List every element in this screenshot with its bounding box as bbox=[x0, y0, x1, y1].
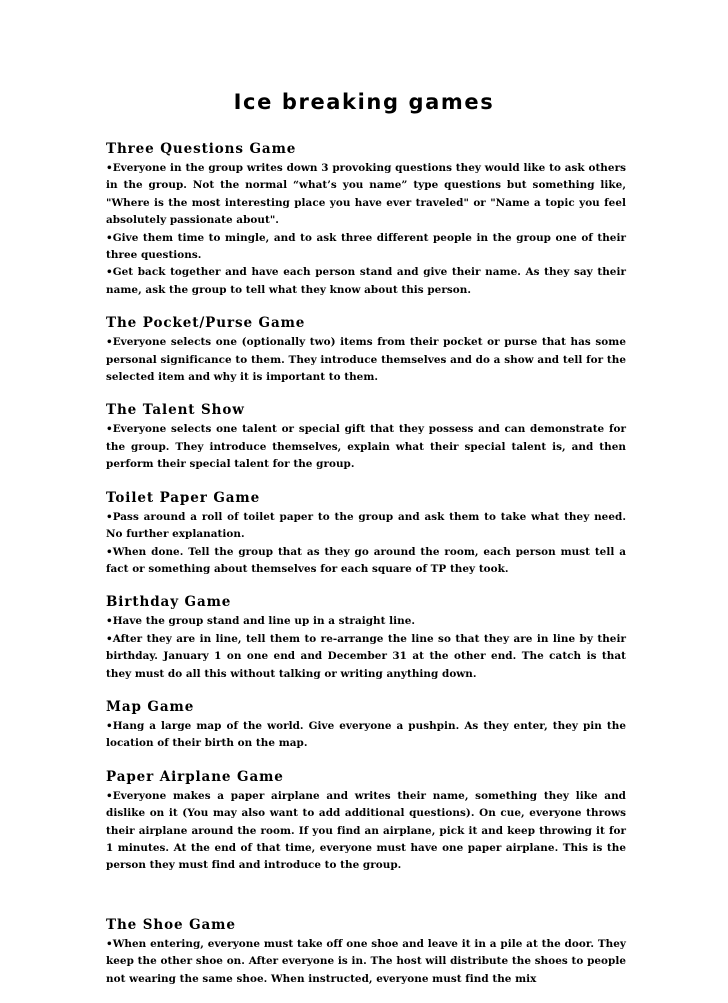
paragraph: •Everyone selects one (optionally two) items from their pocket or purse that has some personal significance to them. They introduce themselves and do a show and tell for the selected item and why it is important to them. bbox=[106, 336, 626, 384]
paragraph: •Give them time to mingle, and to ask three different people in the group one of their three questions. bbox=[106, 231, 626, 262]
page-title: Ice breaking games bbox=[233, 90, 495, 114]
section-heading: Map Game bbox=[106, 698, 195, 715]
spacer bbox=[106, 890, 626, 916]
section-heading: Paper Airplane Game bbox=[106, 768, 284, 785]
paragraph: •Have the group stand and line up in a straight line. bbox=[106, 615, 416, 628]
section-heading: The Pocket/Purse Game bbox=[106, 315, 306, 332]
paragraph: •Get back together and have each person stand and give their name. As they say their name, ask the group to tell what they know about this person. bbox=[106, 266, 626, 296]
paragraph: •Everyone in the group writes down 3 provoking questions they would like to ask others in the group. Not the normal “what’s you name” type questions but something like, "Where is the most interesting place you have ever traveled" or "Name a topic you feel absolutely passionate about". bbox=[106, 162, 626, 227]
section-pocket-purse-game bbox=[106, 314, 626, 386]
paragraph: •When entering, everyone must take off one shoe and leave it in a pile at the door. They keep the other shoe on. After everyone is in. The host will distribute the shoes to people not wearing the same shoe. When instructed, everyone must find the mix bbox=[106, 937, 626, 985]
section-toilet-paper-game bbox=[106, 489, 626, 579]
paragraph: •Hang a large map of the world. Give everyone a pushpin. As they enter, they pin the location of their birth on the map. bbox=[106, 719, 626, 750]
section-heading: The Shoe Game bbox=[106, 916, 236, 933]
document-body bbox=[106, 140, 626, 1003]
paragraph: •Pass around a roll of toilet paper to the group and ask them to take what they need. No further explanation. bbox=[106, 510, 626, 541]
paragraph: •After they are in line, tell them to re-arrange the line so that they are in line by their birthday. January 1 on one end and December 31 at the other end. The catch is that they must do all this without talking or writing anything down. bbox=[106, 632, 626, 680]
paragraph: •Everyone makes a paper airplane and writes their name, something they like and dislike on it (You may also want to add additional questions). On cue, everyone throws their airplane around the room. If you find an airplane, pick it and keep throwing it for 1 minutes. At the end of that time, everyone must have one paper airplane. This is the person they must find and introduce to the group. bbox=[106, 789, 626, 872]
section-heading: Birthday Game bbox=[106, 594, 232, 611]
section-heading: Toilet Paper Game bbox=[106, 489, 261, 506]
paragraph: •Everyone selects one talent or special gift that they possess and can demonstrate for the group. They introduce themselves, explain what their special talent is, and then perform their special talent for the group. bbox=[106, 423, 626, 471]
section-shoe-game bbox=[106, 916, 626, 988]
section-map-game bbox=[106, 698, 626, 753]
paragraph: •When done. Tell the group that as they go around the room, each person must tell a fact or something about themselves for each square of TP they took. bbox=[106, 545, 626, 575]
section-heading: The Talent Show bbox=[106, 402, 245, 419]
section-heading: Three Questions Game bbox=[106, 141, 297, 157]
section-paper-airplane-game bbox=[106, 768, 626, 875]
section-talent-show bbox=[106, 401, 626, 473]
section-birthday-game bbox=[106, 593, 626, 683]
section-three-questions-game bbox=[106, 140, 626, 299]
